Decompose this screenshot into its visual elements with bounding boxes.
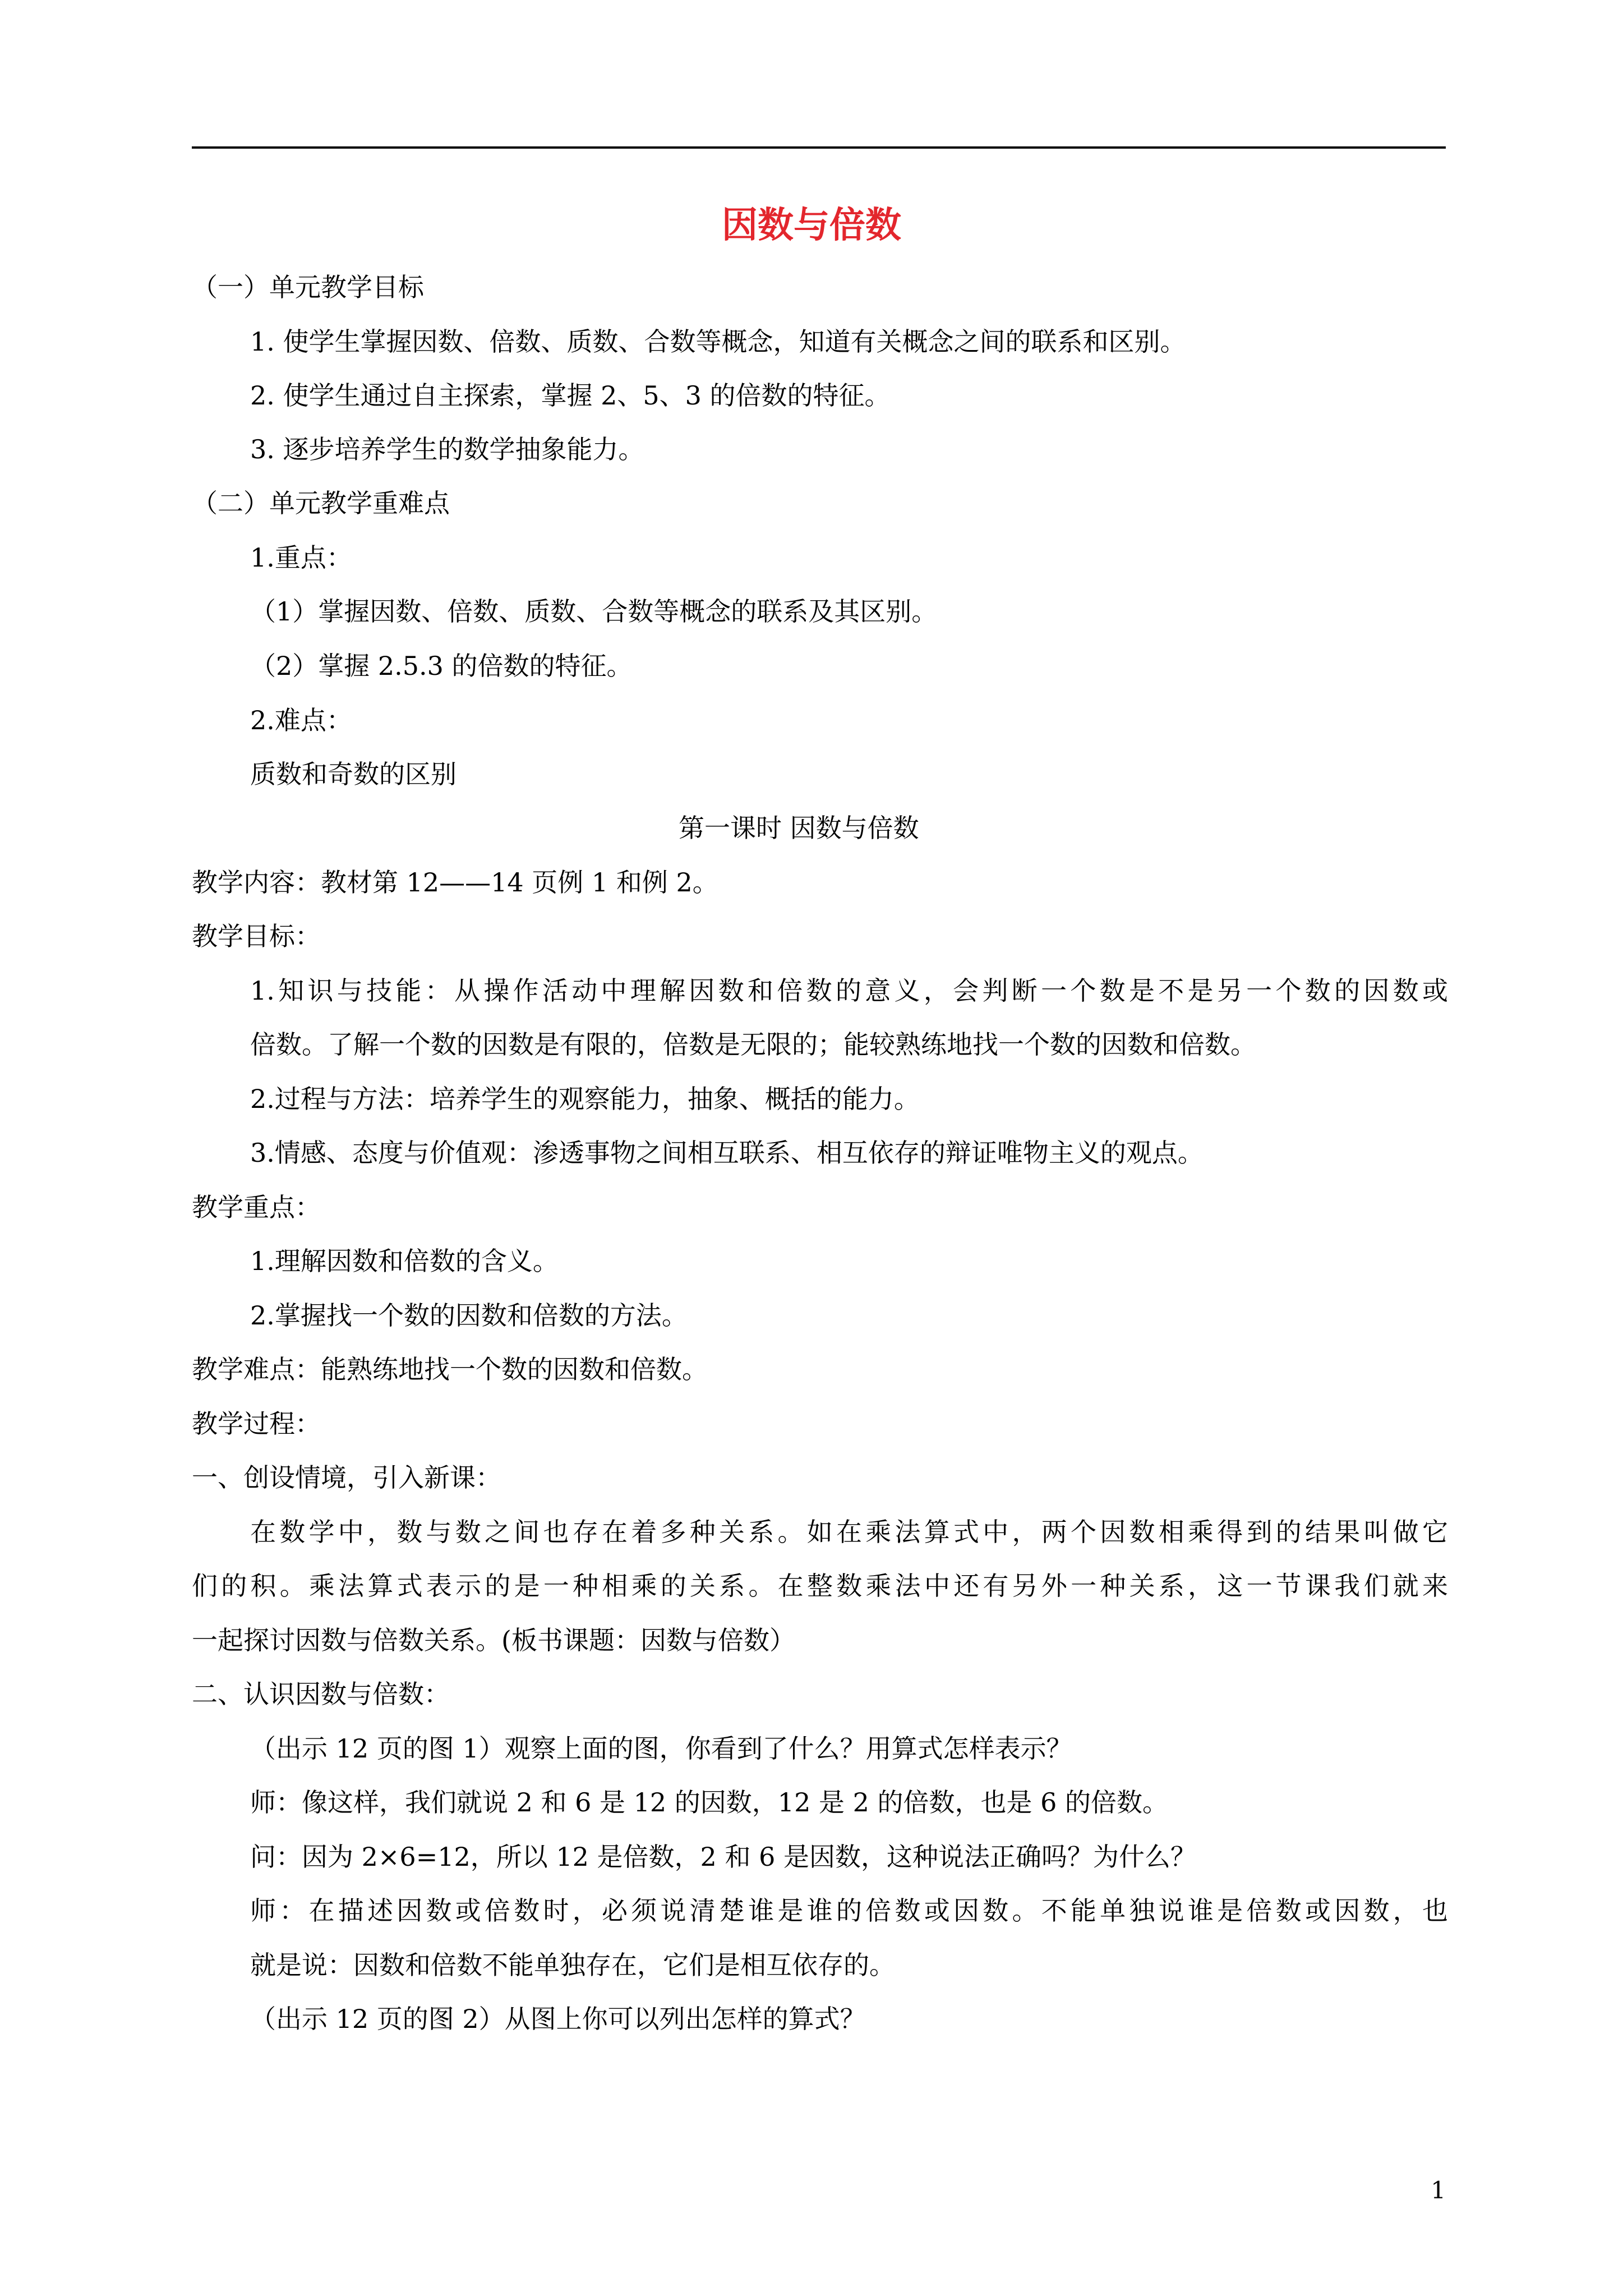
lesson-heading: 第一课时 因数与倍数	[679, 813, 919, 843]
goal-item-1: 1. 使学生掌握因数、倍数、质数、合数等概念，知道有关概念之间的联系和区别。	[250, 326, 1186, 357]
difficulty-label: 2.难点：	[250, 705, 352, 735]
section-heading-goals: （一）单元教学目标	[192, 272, 424, 302]
teaching-difficulty: 教学难点：能熟练地找一个数的因数和倍数。	[192, 1354, 708, 1384]
goal-item-2: 2. 使学生通过自主探索，掌握 2、5、3 的倍数的特征。	[250, 380, 891, 411]
question-1: 问：因为 2×6=12，所以 12 是倍数，2 和 6 是因数，这种说法正确吗？为什么？	[250, 1842, 1196, 1872]
show-figure-2: （出示 12 页的图 2）从图上你可以列出怎样的算式？	[250, 2004, 866, 2034]
goal-process: 2.过程与方法：培养学生的观察能力，抽象、概括的能力。	[250, 1084, 920, 1114]
intro-paragraph-line-3: 一起探讨因数与倍数关系。(板书课题：因数与倍数）	[192, 1625, 795, 1655]
header-rule	[192, 146, 1446, 149]
keypoint-item-1: （1）掌握因数、倍数、质数、合数等概念的联系及其区别。	[250, 596, 938, 627]
teaching-focus-label: 教学重点：	[192, 1192, 321, 1222]
step-two-heading: 二、认识因数与倍数：	[192, 1679, 450, 1709]
teacher-remark-1: 师：像这样，我们就说 2 和 6 是 12 的因数，12 是 2 的倍数，也是 6 的倍数。	[250, 1787, 1168, 1818]
teacher-remark-2-line-2: 就是说：因数和倍数不能单独存在，它们是相互依存的。	[250, 1950, 895, 1980]
difficulty-text: 质数和奇数的区别	[250, 759, 457, 789]
goal-knowledge-line-1: 1.知识与技能：从操作活动中理解因数和倍数的意义，会判断一个数是不是另一个数的因数或	[250, 976, 1448, 1006]
teaching-content: 教学内容：教材第 12——14 页例 1 和例 2。	[192, 867, 718, 898]
keypoint-item-2: （2）掌握 2.5.3 的倍数的特征。	[250, 651, 633, 681]
teacher-remark-2-line-1: 师：在描述因数或倍数时，必须说清楚谁是谁的倍数或因数。不能单独说谁是倍数或因数，也	[250, 1895, 1448, 1926]
teaching-goals-label: 教学目标：	[192, 921, 321, 951]
teaching-process-label: 教学过程：	[192, 1409, 321, 1439]
show-figure-1: （出示 12 页的图 1）观察上面的图，你看到了什么？用算式怎样表示？	[250, 1733, 1072, 1764]
goal-item-3: 3. 逐步培养学生的数学抽象能力。	[250, 434, 644, 464]
goal-knowledge-line-2: 倍数。了解一个数的因数是有限的，倍数是无限的；能较熟练地找一个数的因数和倍数。	[250, 1029, 1256, 1060]
goal-emotion: 3.情感、态度与价值观：渗透事物之间相互联系、相互依存的辩证唯物主义的观点。	[250, 1138, 1204, 1168]
section-heading-keypoints: （二）单元教学重难点	[192, 488, 450, 518]
keypoint-label: 1.重点：	[250, 542, 352, 573]
intro-paragraph-line-1: 在数学中，数与数之间也存在着多种关系。如在乘法算式中，两个因数相乘得到的结果叫做它	[250, 1517, 1448, 1547]
page-number: 1	[1431, 2177, 1446, 2204]
intro-paragraph-line-2: 们的积。乘法算式表示的是一种相乘的关系。在整数乘法中还有另外一种关系，这一节课我们就来	[192, 1571, 1448, 1601]
document-title: 因数与倍数	[722, 204, 901, 246]
focus-item-2: 2.掌握找一个数的因数和倍数的方法。	[250, 1300, 688, 1331]
focus-item-1: 1.理解因数和倍数的含义。	[250, 1246, 559, 1276]
step-one-heading: 一、创设情境，引入新课：	[192, 1462, 501, 1493]
